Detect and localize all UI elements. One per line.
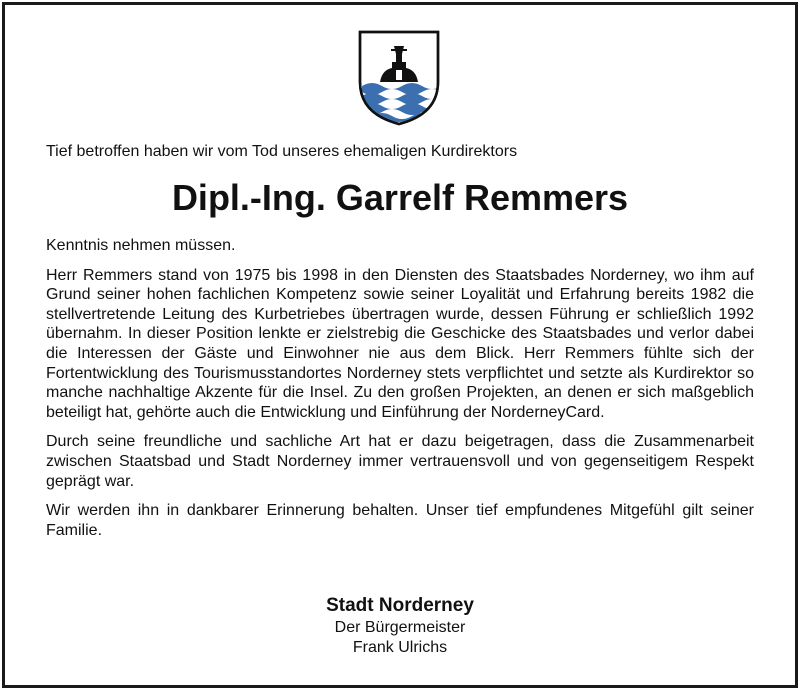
notice-body: [46, 236, 754, 550]
paragraph-4: Wir werden ihn in dankbarer Erinnerung behalten. Unser tief empfundenes Mitgefühl gilt seiner Familie.: [46, 502, 754, 539]
paragraph-1: Kenntnis nehmen müssen.: [46, 237, 236, 254]
paragraph-3: Durch seine freundliche und sachliche Art hat er dazu beigetragen, dass die Zusammenarbeit zwischen Staatsbad und Stadt Norderney immer vertrauensvoll und von gegenseitigem Respekt geprägt war.: [46, 433, 754, 490]
norderney-coat-of-arms-icon: [358, 30, 440, 126]
signature-person: Frank Ulrichs: [352, 639, 448, 656]
intro-text: Tief betroffen haben wir vom Tod unseres ehemaligen Kurdirektors: [46, 143, 518, 160]
deceased-name: Dipl.-Ing. Garrelf Remmers: [171, 177, 629, 218]
signature-org: Stadt Norderney: [326, 595, 474, 616]
paragraph-2: Herr Remmers stand von 1975 bis 1998 in den Diensten des Staatsbades Norderney, wo ihm auf Grund seiner hohen fachlichen Kompetenz sowie seiner Loyalität und Erfahrung bereits 1982 die stellvertretende Leitung des Kurbetriebes übertragen wurde, dessen Führung er schließlich 1992 übernahm. In dieser Position lenkte er zielstrebig die Geschicke des Staatsbades und verlor dabei die Interessen der Gäste und Einwohner nie aus dem Blick. Herr Remmers fühlte sich der Fortentwicklung des Tourismusstandortes Norderney stets verpflichtet und setzte als Kurdirektor so manche nachhaltige Akzente für die Insel. Zu den großen Projekten, an denen er sich maßgeblich beteiligt hat, gehörte auch die Entwicklung und Einführung der NorderneyCard.: [46, 266, 754, 421]
signature-role: Der Bürgermeister: [334, 619, 466, 636]
signature-block: [0, 594, 800, 658]
